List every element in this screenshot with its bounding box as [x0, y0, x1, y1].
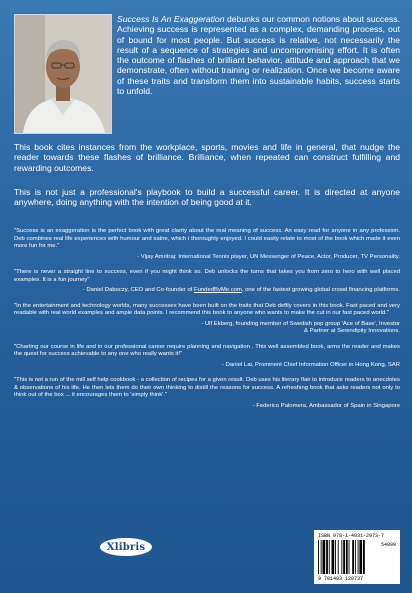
- publisher-name: Xlibris: [106, 541, 146, 553]
- attribution-line: & Partner at Serendipity Innovations.: [304, 328, 400, 334]
- intro-text: debunks our common notions about success. Achieving success is represented as a complex, demanding process, out of bound for most people. But success is relative, not necessarily the result of a sequence of strategies and uncompromising effort. It is often the outcome of flashes of brilliant behavior, attitude and approach that we demonstrate, often without training or realization. Once we become aware of these traits and transform them into sustainable habits, success starts to unfold.: [117, 14, 400, 97]
- testimonials-section: [14, 228, 400, 418]
- author-photo: [14, 14, 112, 134]
- fundedbyme-link[interactable]: FundedByMe.com: [194, 287, 242, 293]
- testimonial-quote: "Charting our course in life and in our professional career require planning and navigation . This well assembled book, arms the reader and makes the quest for success achievable to any one who really wants it!": [14, 343, 400, 357]
- barcode: [314, 530, 400, 584]
- testimonial-item: [14, 269, 400, 295]
- attribution-text: , one of the fastest growing global crowd financing platforms.: [241, 287, 400, 293]
- testimonial-quote: "There is never a straight line to success, even if you might think so. Deb unlocks the turns that takes you from zero to hero with well placed examples. It is a fun journey": [14, 269, 400, 283]
- testimonial-item: [14, 228, 400, 261]
- attribution-line: - Ulf Ekberg, founding member of Swedish pop group 'Ace of Base', Investor: [201, 320, 400, 327]
- price-code: 54999: [380, 542, 396, 548]
- isbn-text: ISBN 978-1-4931-2973-7: [318, 533, 385, 539]
- barcode-bars: [318, 540, 376, 574]
- intro-paragraph: [117, 14, 400, 96]
- testimonial-item: [14, 377, 400, 410]
- body-paragraph-2: This book cites instances from the workplace, sports, movies and life in general, that nudge the reader towards these flashes of brilliance. Brilliance, when repeated can construct fulfilling and rewarding outcomes.: [14, 142, 400, 173]
- testimonial-quote: "Success is an exaggeration is the perfect book with great clarity about the real meaning of success. An easy read for anyone in any profession. Deb combines real life experiences with humour and satire, which i thoroughly enjoyed. I could easily relate to most of the book which made it even more fun for me.": [14, 228, 400, 249]
- testimonial-item: [14, 303, 400, 336]
- barcode-number: 9 781493 129737: [318, 576, 364, 582]
- testimonial-attribution: [14, 321, 400, 336]
- testimonial-quote: "In the entertainment and technology worlds, many successes have been built on the traits that Deb deftly covers in this book. Fast paced and very readable with real world examples and ample data points. I recommend this book to anyone who wants to make the cut in our fast paced world.": [14, 302, 400, 316]
- testimonial-attribution: - Vijay Amritraj: International Tennis player, UN Messenger of Peace, Actor, Producer, TV Personality.: [137, 253, 400, 260]
- book-title-italic: Success Is An Exaggeration: [117, 14, 225, 24]
- testimonial-quote: "This is not a run of the mill self help cookbook - a collection of recipes for a given result. Deb uses his literary flair to introduce readers to anecdotes & observations of his life. He then lets them do their own thinking to distill the reasons for success. A refreshing book that asks readers not only to think out of the box ... it encourages them to 'simply think'.": [14, 377, 400, 398]
- testimonial-item: [14, 344, 400, 370]
- publisher-logo: [100, 538, 152, 556]
- attribution-text: - Daniel Daboczy, CEO and Co-founder of: [82, 287, 195, 293]
- testimonial-attribution: - Daniel Lai, Prominent Chief Information Officer in Hong Kong, SAR: [221, 361, 400, 368]
- body-paragraph-3: This is not just a professional's playbook to build a successful career. It is directed at anyone anywhere, doing anything with the intention of being good at it.: [14, 187, 400, 208]
- testimonial-attribution: [14, 287, 400, 295]
- testimonial-attribution: - Federico Palomera, Ambassador of Spain in Singapore: [252, 402, 400, 409]
